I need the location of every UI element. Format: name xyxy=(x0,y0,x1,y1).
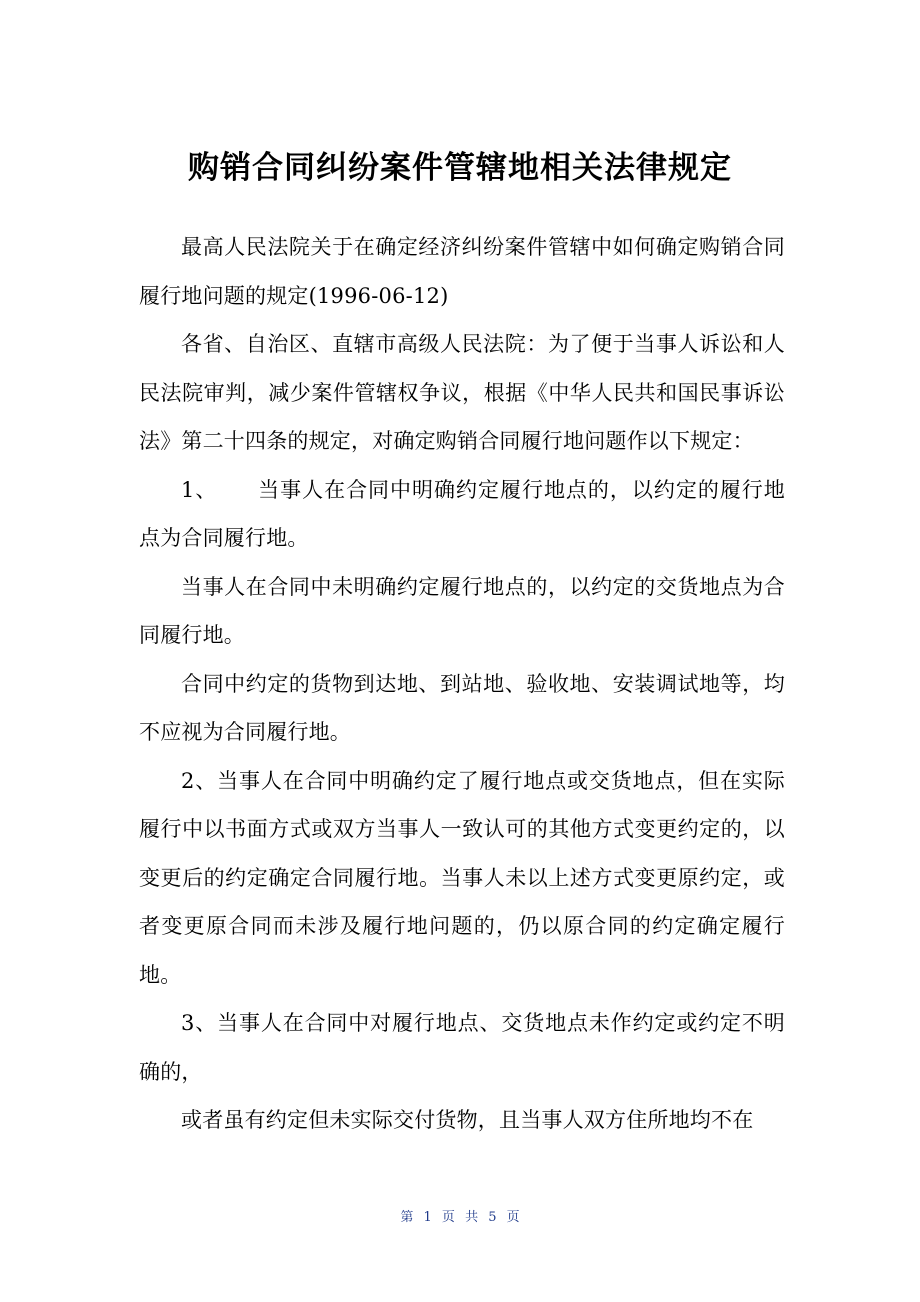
paragraph-item-3: 3、当事人在合同中对履行地点、交货地点未作约定或约定不明确的， xyxy=(139,1011,785,1084)
paragraph-addressee: 各省、自治区、直辖市高级人民法院：为了便于当事人诉讼和人民法院审判，减少案件管辖权争议，根据《中华人民共和国民事诉讼法》第二十四条的规定，对确定购销合同履行地问题作以下规定： xyxy=(139,332,785,453)
document-body xyxy=(139,223,785,1145)
page-footer xyxy=(0,1208,920,1228)
footer-label-page: 第 xyxy=(400,1210,414,1225)
item-1-text: 当事人在合同中明确约定履行地点的，以约定的履行地点为合同履行地。 xyxy=(139,477,785,550)
footer-label-ye2: 页 xyxy=(506,1210,520,1225)
paragraph-item-3-b: 或者虽有约定但未实际交付货物，且当事人双方住所地均不在 xyxy=(181,1108,754,1132)
paragraph-item-1 xyxy=(139,466,785,563)
paragraph-item-1-c: 合同中约定的货物到达地、到站地、验收地、安装调试地等，均不应视为合同履行地。 xyxy=(139,671,785,744)
paragraph-item-1-b: 当事人在合同中未明确约定履行地点的，以约定的交货地点为合同履行地。 xyxy=(139,574,785,647)
footer-label-ye: 页 xyxy=(441,1210,455,1225)
paragraph-item-2: 2、当事人在合同中明确约定了履行地点或交货地点，但在实际履行中以书面方式或双方当事人一致认可的其他方式变更约定的，以变更后的约定确定合同履行地。当事人未以上述方式变更原约定，或者变更原合同而未涉及履行地问题的，仍以原合同的约定确定履行地。 xyxy=(139,768,785,987)
footer-total-pages: 5 xyxy=(488,1210,497,1225)
item-1-number: 1、 xyxy=(181,477,218,502)
document-title: 购销合同纠纷案件管辖地相关法律规定 xyxy=(188,150,732,186)
footer-current-page: 1 xyxy=(423,1210,432,1225)
paragraph-intro: 最高人民法院关于在确定经济纠纷案件管辖中如何确定购销合同履行地问题的规定(1996-06-12) xyxy=(139,235,785,308)
footer-label-total: 共 xyxy=(465,1210,479,1225)
